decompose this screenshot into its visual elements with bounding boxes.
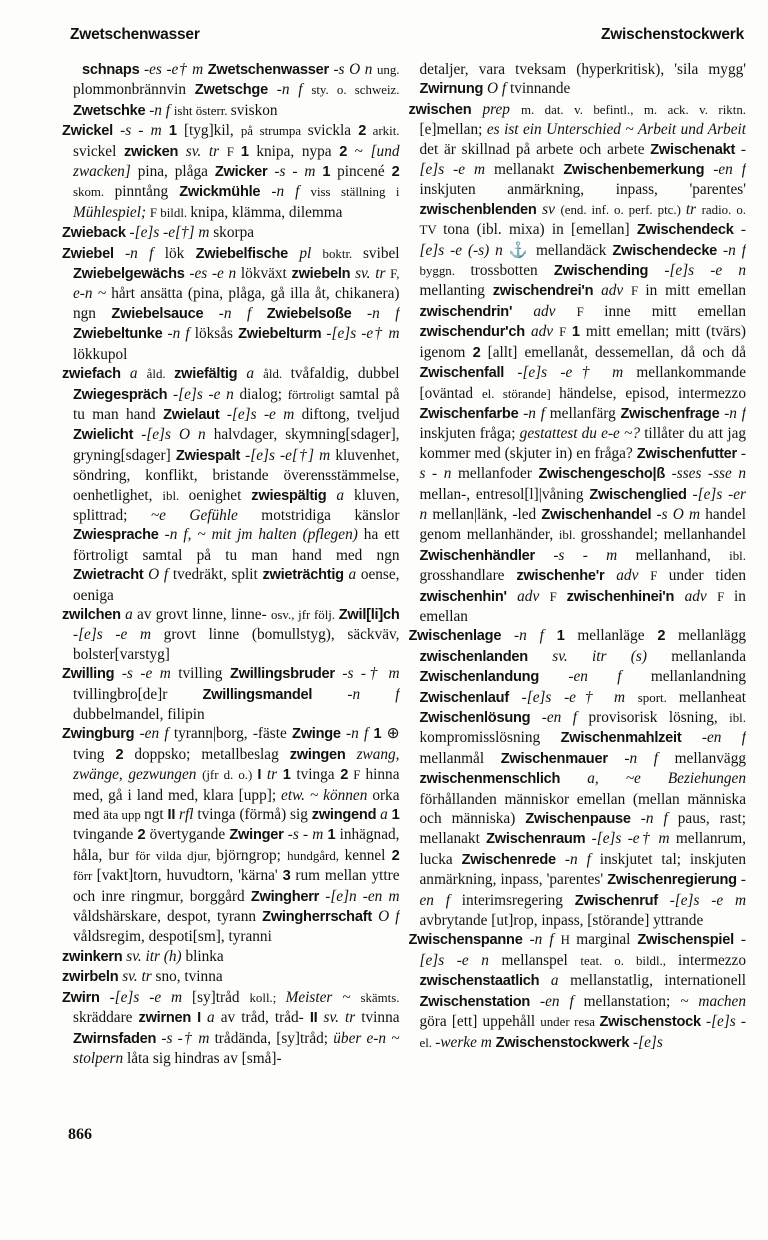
dictionary-entry: Zwickel -s - m 1 [tyg]kil, på strumpa svickla 2 arkit. svickel zwicken sv. tr F 1 knipa, nypa 2 ~ [und zwacken] pina, plåga Zwicker -s - m 1 pincené 2 skom. pinntång Zwickmühle -n f viss ställning i Mühlespiel; F bildl. knipa, klämma, dilemma	[62, 122, 400, 221]
text-columns	[62, 60, 746, 1148]
dictionary-entry: Zwingburg -en f tyrann|borg, -fäste Zwinge -n f 1 ⊕ tving 2 doppsko; metallbeslag zwingen zwang, zwänge, gezwungen (jfr d. o.) I tr 1 tvinga 2 F hinna med, gå i land med, klara [upp]; etw. ~ können orka med äta upp ngt II rfl tvinga (förmå) sig zwingend a 1 tvingande 2 övertygande Zwinger -s - m 1 inhägnad, håla, bur för vilda djur, björngrop; hundgård, kennel 2 förr [vakt]torn, huvudtorn, 'kärna' 3 rum mellan yttre och inre ringmur, borggård Zwingherr -[e]n -en m våldshärskare, despot, tyrann Zwingherrschaft O f våldsregim, despoti[sm], tyranni	[62, 725, 400, 946]
dictionary-entry: zwischen prep m. dat. v. befintl., m. ack. v. riktn. [e]mellan; es ist ein Unterschied ~ Arbeit und Arbeit det är skillnad på arbete och arbete Zwischenakt -[e]s -e m mellanakt Zwischenbemerkung -en f inskjuten anmärkning, inpass, 'parentes' zwischenblenden sv (end. inf. o. perf. ptc.) tr radio. o. TV tona (ibl. mixa) in [emellan] Zwischendeck -[e]s -e (-s) n ⚓ mellandäck Zwischendecke -n f byggn. trossbotten Zwischending -[e]s -e n mellanting zwischendrei'n adv F in mitt emellan zwischendrin' adv F inne mitt emellan zwischendur'ch adv F 1 mitt emellan; mitt (tvärs) igenom 2 [allt] emellanåt, dessemellan, då och då Zwischenfall -[e]s -e† m mellankommande [oväntad el. störande] händelse, episod, intermezzo Zwischenfarbe -n f mellanfärg Zwischenfrage -n f inskjuten fråga; gestattest du e-e ~? tillåter du att jag kommer med (skjuter in) en fråga? Zwischenfutter -s - n mellanfoder Zwischengescho|ß -sses -sse n mellan-, entresol[l]|våning Zwischenglied -[e]s -er n mellan|länk, -led Zwischenhandel -s O m handel genom mellanhänder, ibl. grosshandel; mellanhandel Zwischenhändler -s - m mellanhand, ibl. grosshandlare zwischenhe'r adv F under tiden zwischenhin' adv F zwischenhinei'n adv F in emellan	[408, 100, 746, 625]
right-column	[409, 60, 747, 1148]
left-column	[62, 60, 400, 1148]
dictionary-entry: Zwischenspanne -n f H marginal Zwischenspiel -[e]s -e n mellanspel teat. o. bildl., intermezzo zwischenstaatlich a mellanstatlig, internationell Zwischenstation -en f mellanstation; ~ machen göra [ett] uppehåll under resa Zwischenstock -[e]s - el. -werke m Zwischenstockwerk -[e]s	[408, 931, 746, 1051]
dictionary-entry: zwirbeln sv. tr sno, tvinna	[62, 968, 223, 986]
dictionary-entry: detaljer, vara tveksam (hyperkritisk), 'sila mygg' Zwirnung O f tvinnande	[419, 61, 746, 98]
running-head-right: Zwischenstockwerk	[600, 26, 744, 43]
dictionary-entry: Zwischenlage -n f 1 mellanläge 2 mellanlägg zwischenlanden sv. itr (s) mellanlanda Zwischenlandung -en f mellanlandning Zwischenlauf -[e]s -e† m sport. mellanheat Zwischenlösung -en f provisorisk lösning, ibl. kompromisslösning Zwischenmahlzeit -en f mellanmål Zwischenmauer -n f mellanvägg zwischenmenschlich a, ~e Beziehungen förhållanden människor emellan (mellan människa och människa) Zwischenpause -n f paus, rast; mellanakt Zwischenraum -[e]s -e† m mellanrum, lucka Zwischenrede -n f inskjutet tal; inskjuten anmärkning, inpass, 'parentes' Zwischenregierung -en f interimsregering Zwischenruf -[e]s -e m avbrytande [ut]rop, inpass, [störande] yttrande	[408, 627, 746, 930]
dictionary-entry: Zwiebel -n f lök Zwiebelfische pl boktr. svibel Zwiebelgewächs -es -e n lökväxt zwiebeln sv. tr F, e-n ~ hårt ansätta (pina, plåga, gå illa åt, chikanera) ngn Zwiebelsauce -n f Zwiebelsoße -n f Zwiebeltunke -n f löksås Zwiebelturm -[e]s -e† m lökkupol	[62, 244, 400, 363]
page-number: 866	[68, 1126, 92, 1143]
dictionary-entry: Zwieback -[e]s -e[†] m skorpa	[62, 224, 255, 242]
dictionary-entry: Zwirn -[e]s -e m [sy]tråd koll.; Meister ~ skämts. skräddare zwirnen I a av tråd, tråd- II sv. tr tvinna Zwirnsfaden -s -† m trådända, [sy]tråd; über e-n ~ stolpern låta sig hindras av [små]-	[62, 988, 400, 1067]
dictionary-entry: zwilchen a av grovt linne, linne- osv., jfr följ. Zwil[li]ch -[e]s -e m grovt linne (bomullstyg), säckväv, bolster[varstyg]	[62, 605, 400, 663]
running-head-left: Zwetschenwasser	[70, 26, 200, 43]
running-heads	[62, 26, 746, 44]
dictionary-entry: schnaps -es -e† m Zwetschenwasser -s O n ung. plommonbrännvin Zwetschge -n f sty. o. schweiz. Zwetschke -n f isht österr. sviskon	[73, 61, 400, 119]
dictionary-entry: Zwilling -s -e m tvilling Zwillingsbruder -s -† m tvillingbro[de]r Zwillingsmandel -n f dubbelmandel, filipin	[62, 665, 400, 723]
dictionary-entry: zwinkern sv. itr (h) blinka	[62, 947, 224, 965]
dictionary-entry: zwiefach a åld. zwiefältig a åld. tvåfaldig, dubbel Zwiegespräch -[e]s -e n dialog; förtroligt samtal på tu man hand Zwielaut -[e]s -e m diftong, tveljud Zwielicht -[e]s O n halvdager, skymning[sdager], gryning[sdager] Zwiespalt -[e]s -e[†] m kluvenhet, söndring, konflikt, bristande överensstämmelse, oenhetlighet, ibl. oenighet zwiespältig a kluven, splittrad; ~e Gefühle motstridiga känslor Zwiesprache -n f, ~ mit jm halten (pflegen) ha ett förtroligt samtal på tu man hand med ngn Zwietracht O f tvedräkt, split zwieträchtig a oense, oeniga	[62, 365, 400, 604]
